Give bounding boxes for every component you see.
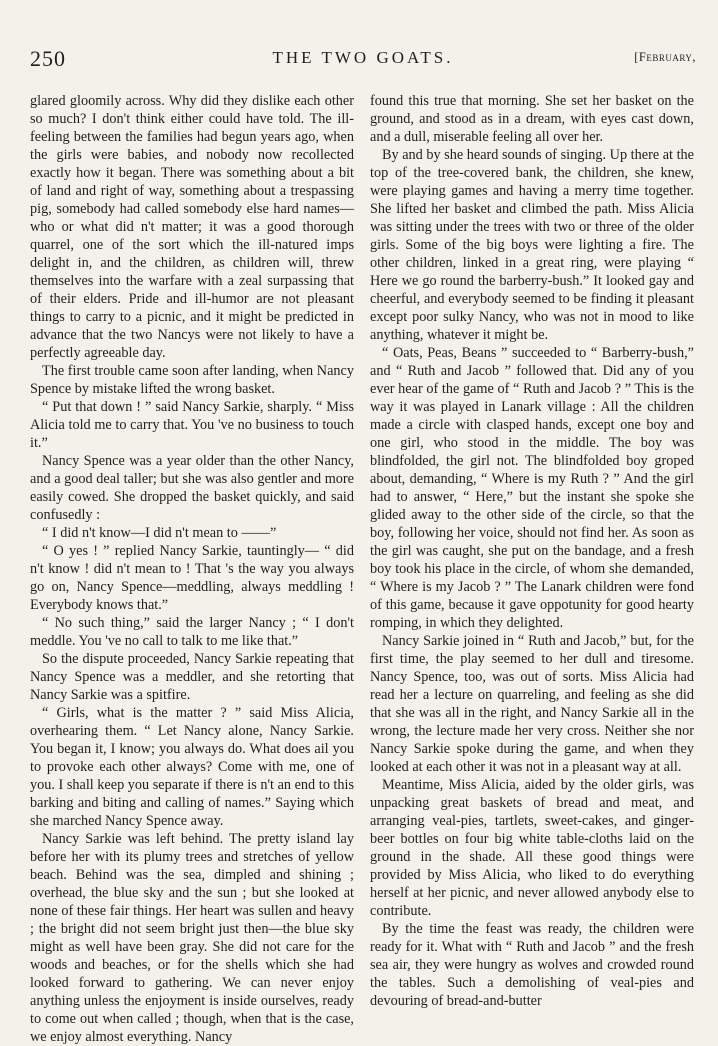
running-header [30,46,696,74]
paragraph: The first trouble came soon after landing, when Nancy Spence by mistake lifted the wrong basket. [30,363,354,397]
paragraph: “ No such thing,” said the larger Nancy ; “ I don't meddle. You 've no call to talk to me like that.” [30,615,354,649]
running-title: THE TWO GOATS. [272,48,454,67]
paragraph: glared gloomily across. Why did they dislike each other so much? I don't think either could have told. The ill-feeling between the families had begun years ago, when the girls were babies, and nobody now recollected exactly how it began. There was something about a bit of land and right of way, something about a trespassing pig, somebody had called somebody else hard names—who or what did n't matter; it was a good thorough quarrel, one of the sort which the ill-natured imps delight in, and the children, as children will, threw themselves into the warfare with a zeal surpassing that of their elders. Pride and ill-humor are not pleasant things to carry to a picnic, and it might be predicted in advance that the two Nancys were not likely to have a perfectly agreeable day. [30,93,354,361]
paragraph: found this true that morning. She set her basket on the ground, and stood as in a dream, with eyes cast down, and a dull, miserable feeling all over her. [370,93,694,145]
paragraph: “ I did n't know—I did n't mean to ——” [42,525,277,541]
right-column [370,92,694,1009]
paragraph: Meantime, Miss Alicia, aided by the older girls, was unpacking great baskets of bread and meat, and arranging veal-pies, tartlets, sweet-cakes, and ginger-beer bottles on four big white table-cloths laid on the ground in the shade. All these good things were provided by Miss Alicia, who liked to do everything herself at her picnic, and never allowed anybody else to contribute. [370,777,694,919]
paragraph: By and by she heard sounds of singing. Up there at the top of the tree-covered bank, the children, she knew, were playing games and having a merry time together. She lifted her basket and climbed the path. Miss Alicia was sitting under the trees with two or three of the older girls. Some of the big boys were lighting a fire. The other children, linked in a great ring, were playing “ Here we go round the barberry-bush.” It looked gay and cheerful, and everybody seemed to be finding it pleasant except poor sulky Nancy, who was not in mood to like anything, whatever it might be. [370,147,694,343]
paragraph: By the time the feast was ready, the children were ready for it. What with “ Ruth and Jacob ” and the fresh sea air, they were hungry as wolves and crowded round the tables. Such a demolishing of veal-pies and devouring of bread-and-butter [370,921,694,1009]
paragraph: “ Put that down ! ” said Nancy Sarkie, sharply. “ Miss Alicia told me to carry that. You 've no business to touch it.” [30,399,354,451]
page-number: 250 [30,46,66,71]
paragraph: So the dispute proceeded, Nancy Sarkie repeating that Nancy Spence was a meddler, and she retorting that Nancy Sarkie was a spitfire. [30,651,354,703]
left-column [30,92,354,1045]
paragraph: Nancy Sarkie was left behind. The pretty island lay before her with its plumy trees and stretches of yellow beach. Behind was the sea, dimpled and shining ; overhead, the blue sky and the sun ; but she looked at none of these fair things. Her heart was sullen and heavy ; the bright did not seem bright just then—the blue sky might as well have been gray. She did not care for the woods and beaches, or for the shells which she had looked forward to gathering. We can never enjoy anything unless the enjoyment is inside ourselves, ready to come out when called ; though, when that is the case, we enjoy almost everything. Nancy [30,831,354,1045]
paragraph: Nancy Sarkie joined in “ Ruth and Jacob,” but, for the first time, the play seemed to her dull and tiresome. Nancy Spence, too, was out of sorts. Miss Alicia had read her a lecture on quarreling, and feeling as she did that she was all in the right, and Nancy Sarkie all in the wrong, the lecture made her very cross. Neither she nor Nancy Sarkie spoke during the game, and when they looked at each other it was not in a pleasant way at all. [370,633,694,775]
running-month: [February, [634,50,696,64]
paragraph: “ Girls, what is the matter ? ” said Miss Alicia, overhearing them. “ Let Nancy alone, Nancy Sarkie. You began it, I know; you always do. What does ail you to provoke each other always? Come with me, one of you. I shall keep you separate if there is n't an end to this barking and biting and calling of names.” Saying which she marched Nancy Spence away. [30,705,354,829]
paragraph: Nancy Spence was a year older than the other Nancy, and a good deal taller; but she was also gentler and more easily cowed. She dropped the basket quickly, and said confusedly : [30,453,354,523]
paragraph: “ Oats, Peas, Beans ” succeeded to “ Barberry-bush,” and “ Ruth and Jacob ” followed that. Did any of you ever hear of the game of “ Ruth and Jacob ? ” This is the way it was played in Lanark village : All the children made a circle with clasped hands, except one boy and one girl, who stood in the middle. The boy was blindfolded, the girl not. The blindfolded boy groped about, demanding, “ Where is my Ruth ? ” And the girl had to answer, “ Here,” but the instant she spoke she glided away to the other side of the circle, so that the boy, following her voice, should not find her. As soon as the girl was caught, she put on the bandage, and a fresh boy took his place in the circle, of whom she demanded, “ Where is my Jacob ? ” The Lanark children were fond of this game, because it gave oppotunity for good hearty romping, in which they delighted. [370,345,694,631]
paragraph: “ O yes ! ” replied Nancy Sarkie, tauntingly— “ did n't know ! did n't mean to ! That 's the way you always go on, Nancy Spence—meddling, always meddling ! Everybody knows that.” [30,543,354,613]
